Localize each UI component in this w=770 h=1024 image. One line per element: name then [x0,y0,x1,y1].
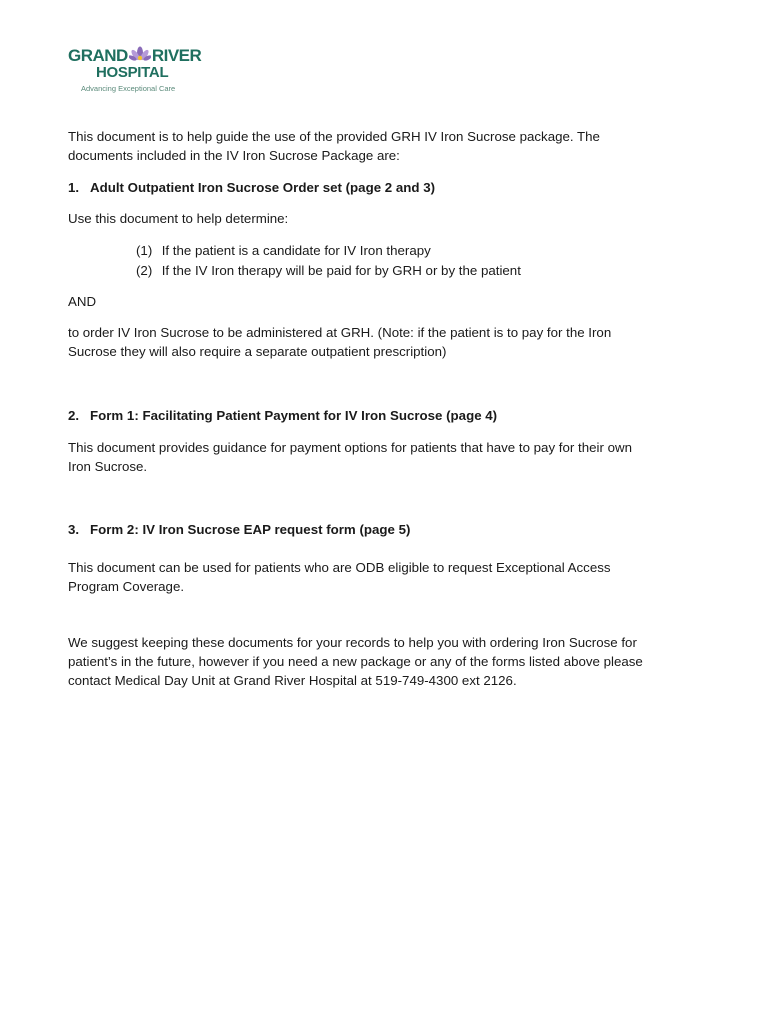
section-1-title: Adult Outpatient Iron Sucrose Order set (page 2 and 3) [90,180,436,195]
logo-tagline: Advancing Exceptional Care [81,84,176,93]
list-item [136,241,676,260]
section-3-number: 3. [68,522,80,537]
section-2-heading [68,406,668,425]
section-2-para-line-2: Iron Sucrose. [68,459,148,474]
section-2-title: Form 1: Facilitating Patient Payment for IV Iron Sucrose (page 4) [90,408,498,423]
section-1-heading [68,178,668,197]
lotus-flower-icon [129,46,151,64]
hospital-logo [68,46,208,98]
list-item-text: If the IV Iron therapy will be paid for by GRH or by the patient [161,263,521,278]
list-item-marker: (2) [136,263,153,278]
intro-line-1: This document is to help guide the use of the provided GRH IV Iron Sucrose package. The [68,129,600,144]
list-item-text: If the patient is a candidate for IV Iron therapy [161,243,431,258]
closing-line-2: patient’s in the future, however if you need a new package or any of the forms listed above please [68,654,643,669]
closing-line-3: contact Medical Day Unit at Grand River Hospital at 519-749-4300 ext 2126. [68,673,517,688]
section-1-para-line-2: Sucrose they will also require a separate outpatient prescription) [68,344,447,359]
section-1-number: 1. [68,180,80,195]
section-2-para-line-1: This document provides guidance for payment options for patients that have to pay for their own [68,440,632,455]
section-3-title: Form 2: IV Iron Sucrose EAP request form (page 5) [90,522,411,537]
section-1-para-line-1: to order IV Iron Sucrose to be administered at GRH. (Note: if the patient is to pay for the Iron [68,325,612,340]
section-3-heading [68,520,668,539]
section-1-conjunction: AND [68,294,97,309]
list-item [136,261,676,280]
list-item-marker: (1) [136,243,153,258]
logo-name-line1 [68,46,201,66]
section-3-para-line-2: Program Coverage. [68,579,185,594]
logo-name-part2: RIVER [151,46,202,65]
section-2-number: 2. [68,408,80,423]
logo-name-line2: HOSPITAL [96,64,169,81]
intro-line-2: documents included in the IV Iron Sucrose Package are: [68,148,400,163]
section-3-para-line-1: This document can be used for patients who are ODB eligible to request Exceptional Access [68,560,611,575]
logo-name-part1: GRAND [68,46,128,65]
section-1-lead: Use this document to help determine: [68,211,289,226]
closing-line-1: We suggest keeping these documents for your records to help you with ordering Iron Sucrose for [68,635,637,650]
